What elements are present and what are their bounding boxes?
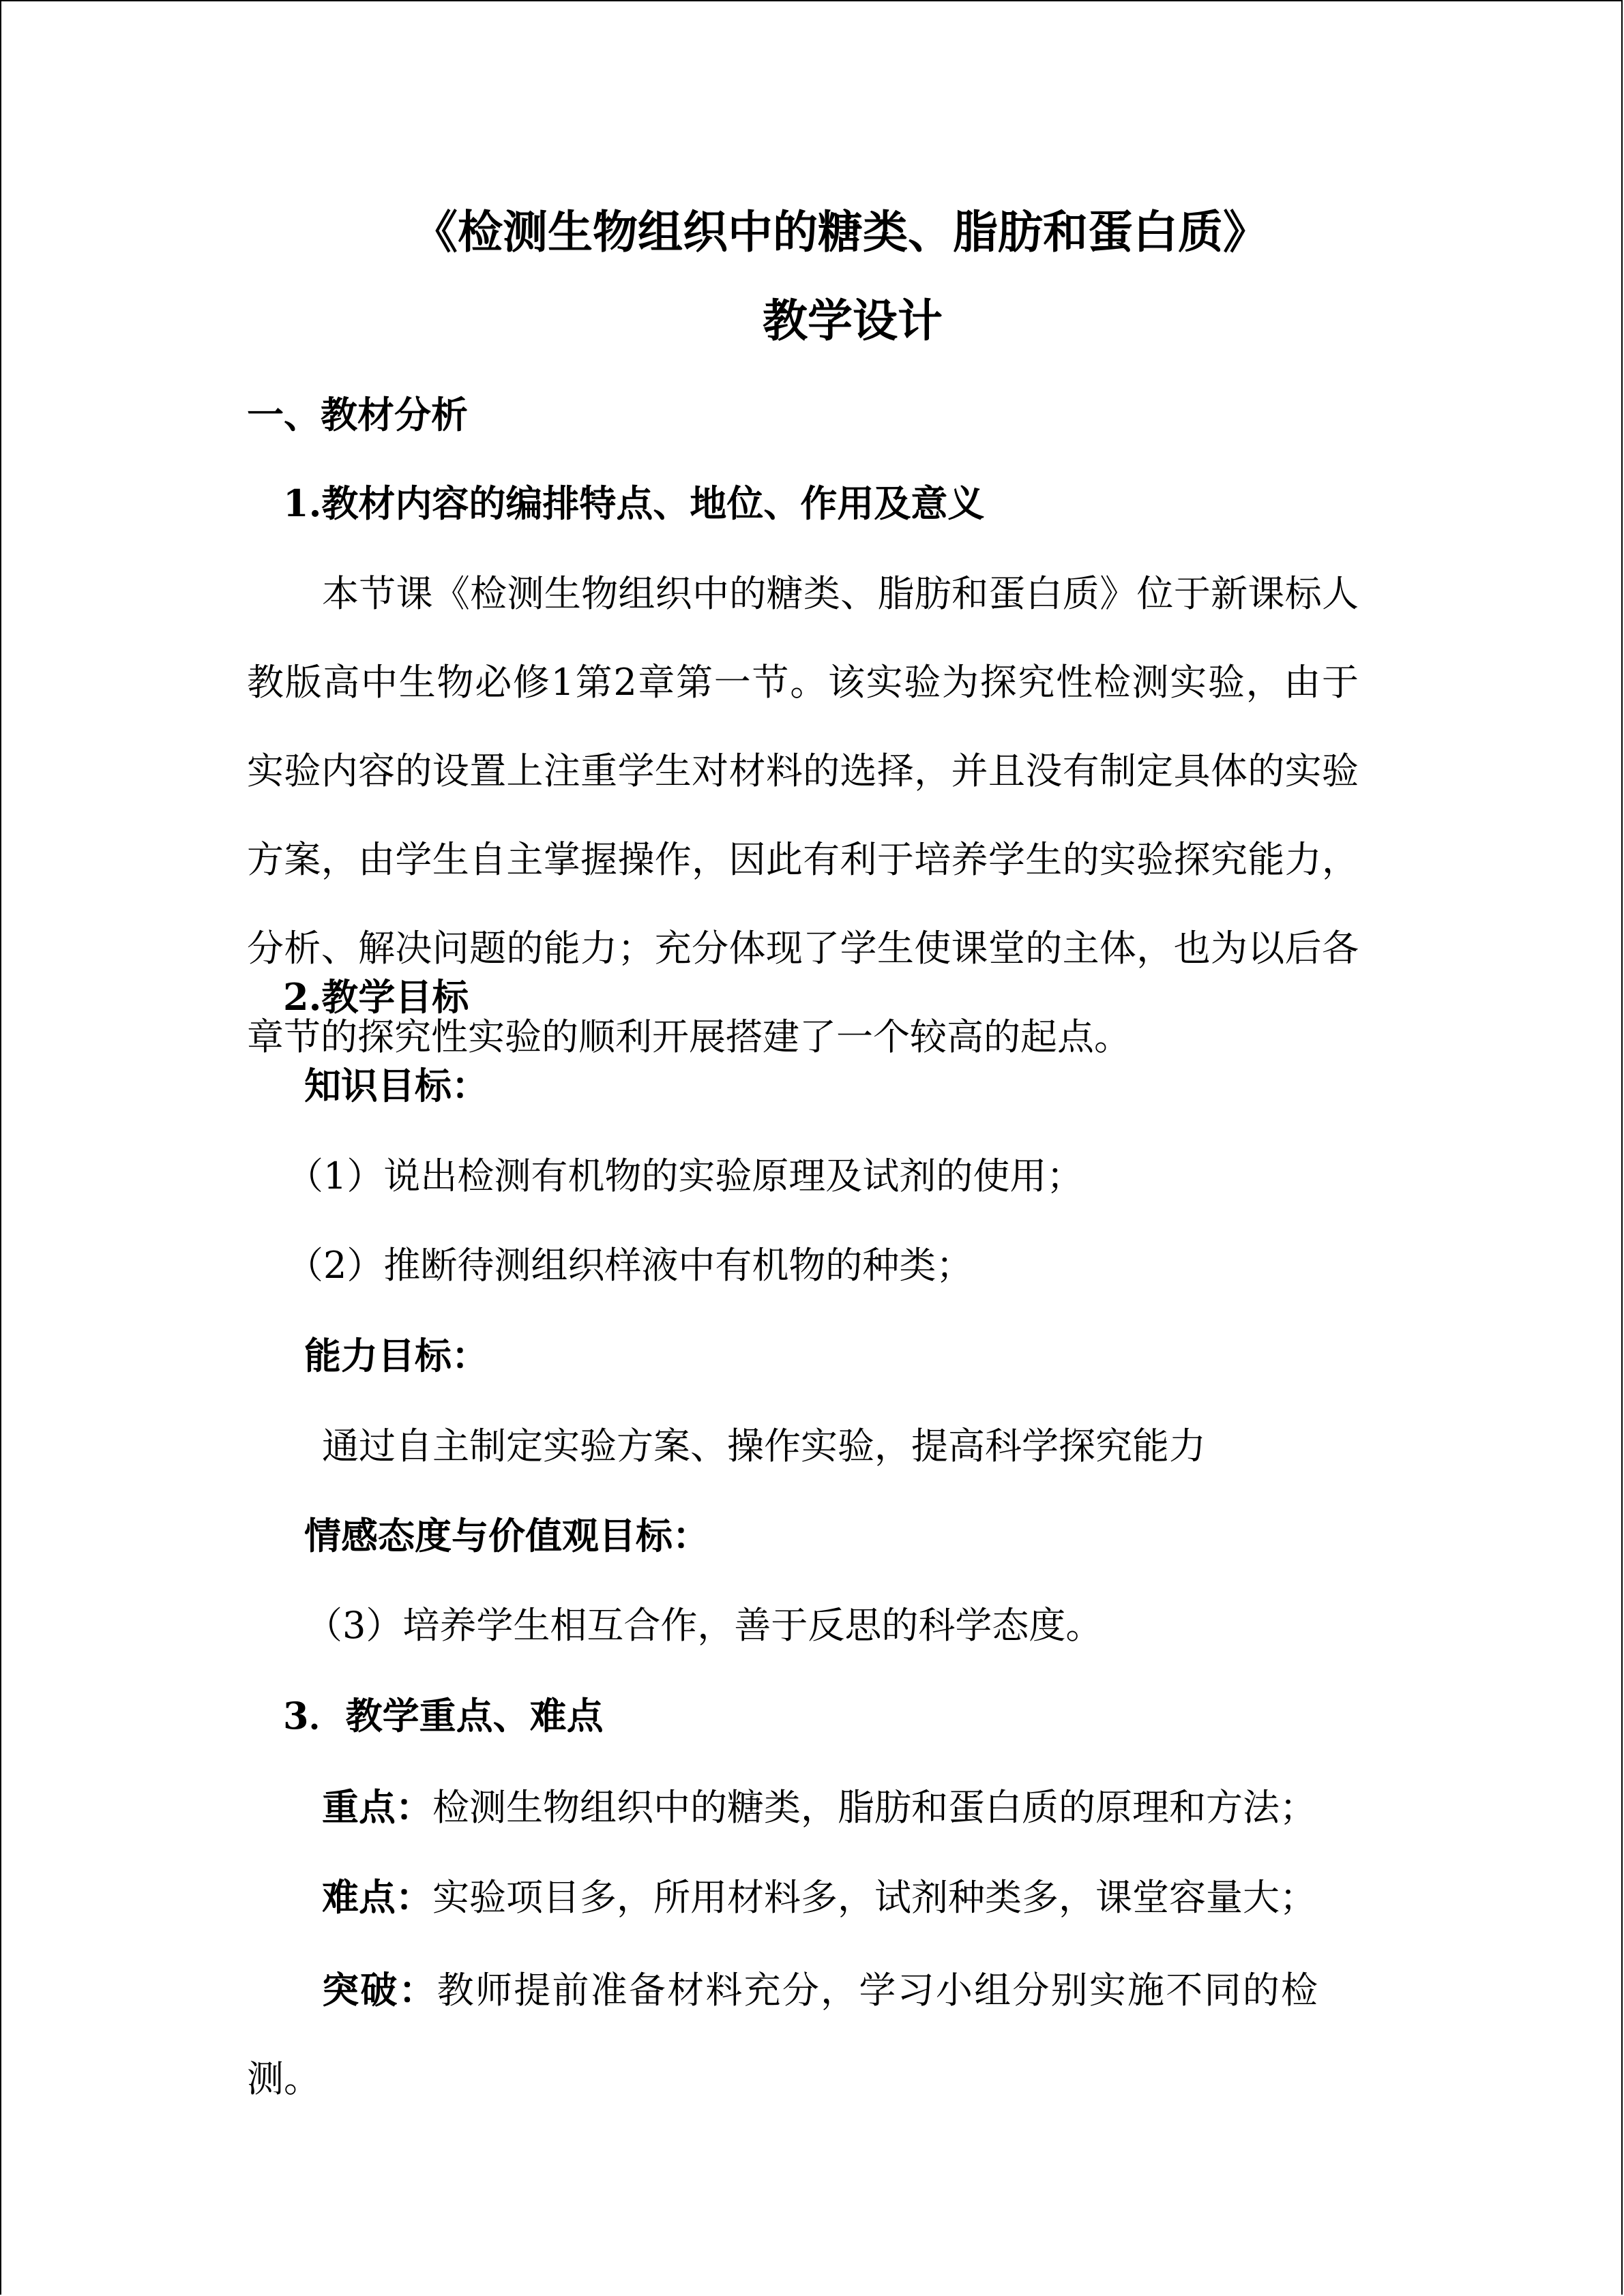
document-title-line2: 教学设计 <box>763 294 943 347</box>
knowledge-goal-item-2: （2）推断待测组织样液中有机物的种类； <box>286 1244 973 1287</box>
difficulty-line <box>322 1875 1316 1920</box>
subsection-heading-teaching-goals: 2.教学目标 <box>283 975 469 1019</box>
knowledge-goals-label: 知识目标： <box>304 1064 488 1107</box>
key-point-label: 重点： <box>322 1785 432 1829</box>
key-point-line <box>322 1785 1316 1830</box>
section-heading-material-analysis: 一、教材分析 <box>247 393 468 436</box>
difficulty-label: 难点： <box>322 1875 432 1919</box>
content-features-paragraph: 本节课《检测生物组织中的糖类、脂肪和蛋白质》位于新课标人教版高中生物必修1第2章第一节。该实验为探究性检测实验，由于实验内容的设置上注重学生对材料的选择，并且没有制定具体的实验方案，由学生自主掌握操作，因此有利于培养学生的实验探究能力，分析、解决问题的能力；充分体现了学生使课堂的主体，也为以后各章节的探究性实验的顺利开展搭建了一个较高的起点。 <box>247 572 1359 1058</box>
emotion-goal-item: （3）培养学生相互合作，善于反思的科学态度。 <box>306 1604 1103 1647</box>
difficulty-text: 实验项目多，所用材料多，试剂种类多，课堂容量大； <box>432 1876 1316 1919</box>
subsection-heading-key-points: 3．教学重点、难点 <box>283 1694 604 1738</box>
document-title-line1: 《检测生物组织中的糖类、脂肪和蛋白质》 <box>413 205 1268 258</box>
emotion-goals-label: 情感态度与价值观目标： <box>304 1514 709 1557</box>
breakthrough-label: 突破： <box>322 1968 437 2012</box>
knowledge-goal-item-1: （1）说出检测有机物的实验原理及试剂的使用； <box>286 1154 1084 1197</box>
breakthrough-text: 教师提前准备材料充分，学习小组分别实施不同的检测。 <box>247 1969 1318 2100</box>
ability-goal-text: 通过自主制定实验方案、操作实验，提高科学探究能力 <box>322 1425 1206 1467</box>
breakthrough-paragraph <box>247 1945 1318 2123</box>
subsection-heading-content-features: 1.教材内容的编排特点、地位、作用及意义 <box>283 481 985 525</box>
key-point-text: 检测生物组织中的糖类，脂肪和蛋白质的原理和方法； <box>432 1786 1316 1829</box>
ability-goals-label: 能力目标： <box>304 1334 488 1377</box>
